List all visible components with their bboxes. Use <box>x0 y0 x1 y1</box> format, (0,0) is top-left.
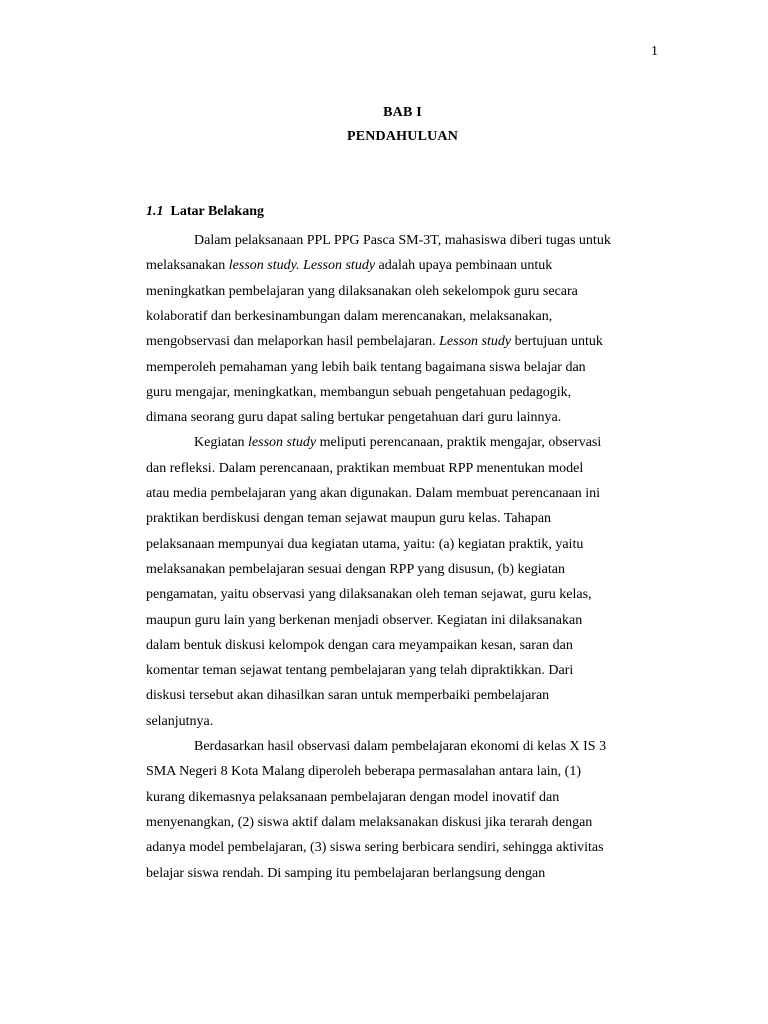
body-line: maupun guru lain yang berkenan menjadi observer. Kegiatan ini dilaksanakan <box>146 612 583 628</box>
body-line: kurang dikemasnya pelaksanaan pembelajaran dengan model inovatif dan <box>146 789 560 805</box>
body-line: meningkatkan pembelajaran yang dilaksanakan oleh sekelompok guru secara <box>146 283 578 299</box>
body-line: dimana seorang guru dapat saling bertukar pengetahuan dari guru lainnya. <box>146 410 562 426</box>
body-line: melaksanakan pembelajaran sesuai dengan RPP yang disusun, (b) kegiatan <box>146 561 565 577</box>
body-line: pelaksanaan mempunyai dua kegiatan utama, yaitu: (a) kegiatan praktik, yaitu <box>146 536 584 552</box>
chapter-label: BAB I <box>383 105 422 120</box>
body-line: Kegiatan lesson study meliputi perencanaan, praktik mengajar, observasi <box>194 435 602 451</box>
body-line: melaksanakan lesson study. Lesson study adalah upaya pembinaan untuk <box>146 258 553 274</box>
body-line: dan refleksi. Dalam perencanaan, praktikan membuat RPP menentukan model <box>146 460 584 476</box>
body-line: Dalam pelaksanaan PPL PPG Pasca SM-3T, mahasiswa diberi tugas untuk <box>194 233 611 248</box>
body-line: pengamatan, yaitu observasi yang dilaksanakan oleh teman sejawat, guru kelas, <box>146 587 592 603</box>
body-line: memperoleh pemahaman yang lebih baik tentang bagaimana siswa belajar dan <box>146 359 586 375</box>
body-line: diskusi tersebut akan dihasilkan saran untuk memperbaiki pembelajaran <box>146 688 550 704</box>
body-line: praktikan berdiskusi dengan teman sejawat maupun guru kelas. Tahapan <box>146 511 552 527</box>
body-line: belajar siswa rendah. Di samping itu pembelajaran berlangsung dengan <box>146 865 546 881</box>
section-number: 1.1 <box>146 204 164 219</box>
body-line: komentar teman sejawat tentang pembelajaran yang telah dipraktikkan. Dari <box>146 663 574 679</box>
body-line: selanjutnya. <box>146 713 214 729</box>
body-line: Berdasarkan hasil observasi dalam pembelajaran ekonomi di kelas X IS 3 <box>194 739 607 754</box>
body-line: menyenangkan, (2) siswa aktif dalam melaksanakan diskusi jika terarah dengan <box>146 814 593 830</box>
section-heading <box>146 204 264 220</box>
page-number: 1 <box>651 44 658 59</box>
body-line: kolaboratif dan berkesinambungan dalam merencanakan, melaksanakan, <box>146 308 553 324</box>
body-line: adanya model pembelajaran, (3) siswa sering berbicara sendiri, sehingga aktivitas <box>146 840 604 856</box>
section-title: Latar Belakang <box>170 204 264 219</box>
body-line: guru mengajar, meningkatkan, membangun sebuah pengetahuan pedagogik, <box>146 384 572 400</box>
body-line: mengobservasi dan melaporkan hasil pembelajaran. Lesson study bertujuan untuk <box>146 334 603 350</box>
body-line: atau media pembelajaran yang akan digunakan. Dalam membuat perencanaan ini <box>146 486 601 501</box>
body-line: dalam bentuk diskusi kelompok dengan cara meyampaikan kesan, saran dan <box>146 637 573 653</box>
chapter-title: PENDAHULUAN <box>346 129 459 144</box>
body-line: SMA Negeri 8 Kota Malang diperoleh beberapa permasalahan antara lain, (1) <box>146 764 581 780</box>
